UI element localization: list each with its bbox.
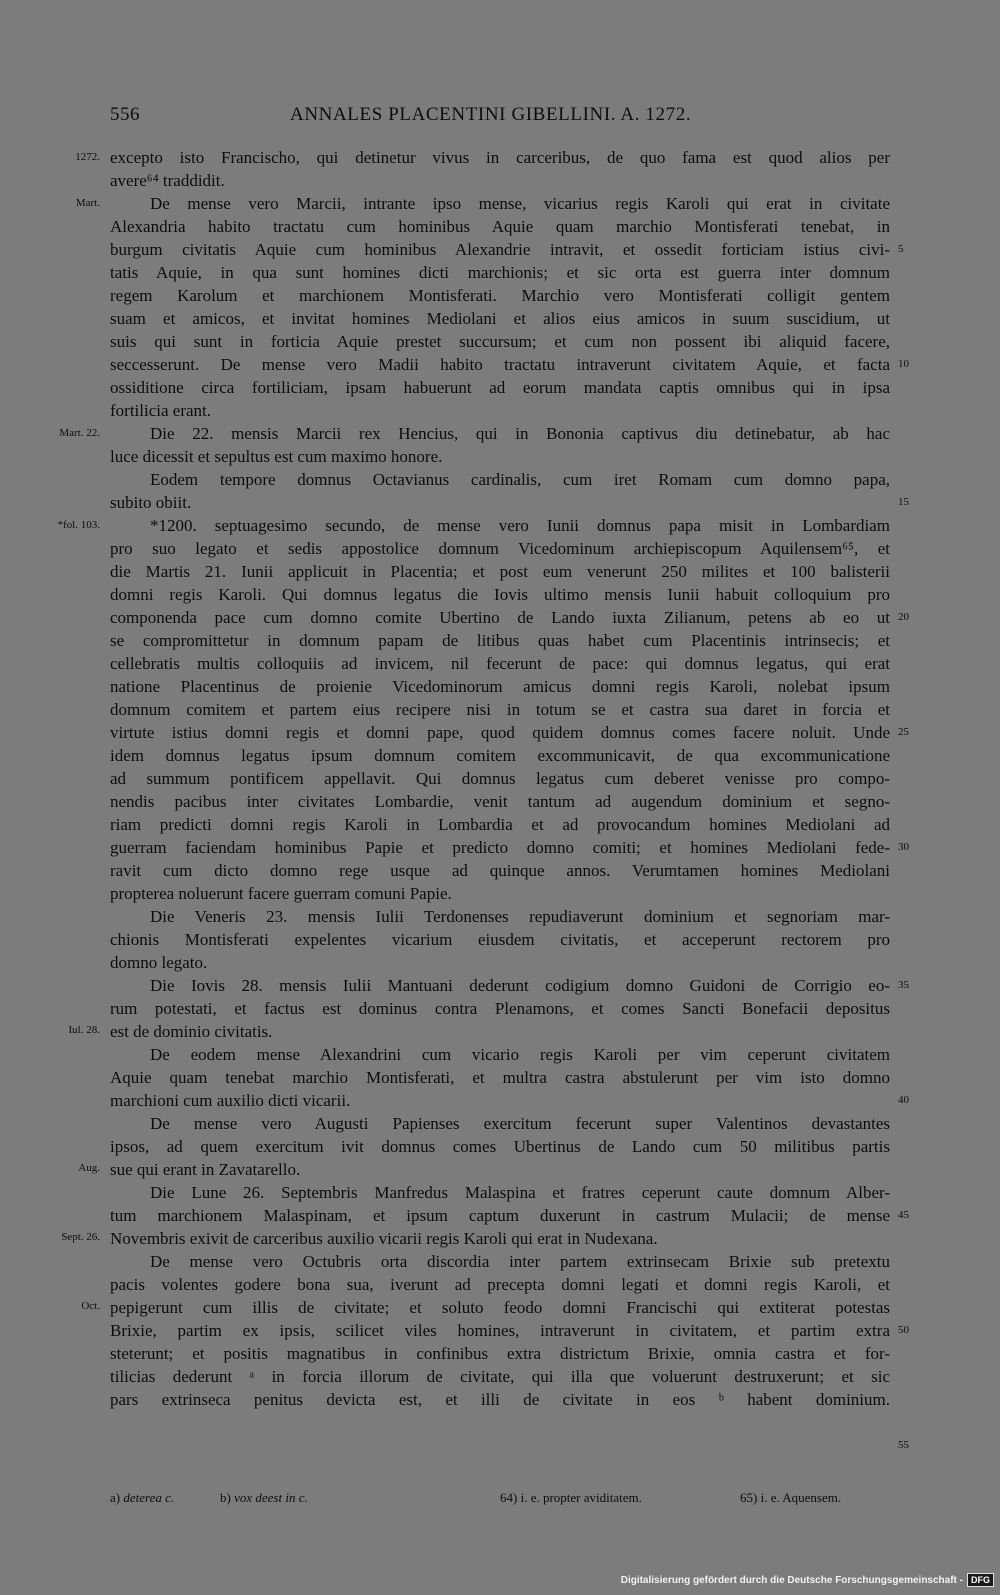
text-line: steterunt; et positis magnatibus in confinibus extra districtum Brixie, omnia castra et for- bbox=[110, 1344, 890, 1363]
text-line: nendis pacibus inter civitates Lombardie, venit tantum ad augendum dominium et segno- bbox=[110, 792, 890, 811]
text-line: domnum comitem et partem eius recipere nisi in totum se et castra sua daret in forcia et bbox=[110, 700, 890, 719]
text-line: guerram faciendam hominibus Papie et predicto domno comiti; et homines Mediolani fede- bbox=[110, 838, 890, 857]
text-line: Eodem tempore domnus Octavianus cardinalis, cum iret Romam cum domno papa, bbox=[150, 470, 890, 489]
text-line: marchioni cum auxilio dicti vicarii. bbox=[110, 1091, 351, 1110]
line-number: 5 bbox=[898, 243, 904, 255]
footnote-b-text: vox deest in c. bbox=[234, 1490, 308, 1505]
text-line: tilicias dederunt ᵃ in forcia illorum de civitate, qui illa que voluerunt destruxerunt; et sic bbox=[110, 1367, 890, 1386]
line-number: 50 bbox=[898, 1324, 909, 1336]
footnote-64: 64) i. e. propter aviditatem. bbox=[500, 1490, 642, 1505]
margin-note: Sept. 26. bbox=[61, 1231, 100, 1243]
text-line: componenda pace cum domno comite Ubertino de Lando iuxta Zilianum, petens ab eo ut bbox=[110, 608, 890, 627]
text-line: Novembris exivit de carceribus auxilio vicarii regis Karoli qui erat in Nudexana. bbox=[110, 1229, 658, 1248]
page-number: 556 bbox=[110, 104, 140, 125]
text-line: chionis Montisferati expelentes vicarium eiusdem civitatis, et acceperunt rectorem pro bbox=[110, 930, 890, 949]
credit-text: Digitalisierung gefördert durch die Deutsche Forschungsgemeinschaft - bbox=[620, 1574, 963, 1586]
line-number: 25 bbox=[898, 726, 909, 738]
text-line: riam predicti domni regis Karoli in Lombardia et ad provocandum homines Mediolani ad bbox=[110, 815, 890, 834]
text-line: propterea noluerunt facere guerram comuni Papie. bbox=[110, 884, 452, 903]
text-line: Die Veneris 23. mensis Iulii Terdonenses repudiaverunt dominium et segnoriam mar- bbox=[150, 907, 890, 926]
text-line: ipsos, ad quem exercitum ivit domnus comes Ubertinus de Lando cum 50 militibus partis bbox=[110, 1137, 890, 1156]
text-line: luce dicessit et sepultus est cum maximo honore. bbox=[110, 447, 443, 466]
text-line: cellebratis multis colloquiis ad invicem, nil fecerunt de pace: qui domnus legatus, qui erat bbox=[110, 654, 890, 673]
text-line: domni regis Karoli. Qui domnus legatus die Iovis ultimo mensis Iunii habuit colloquium pro bbox=[110, 585, 890, 604]
footnote-a-text: deterea c. bbox=[123, 1490, 175, 1505]
text-line: pars extrinseca penitus devicta est, et illi de civitate in eos ᵇ habent dominium. bbox=[110, 1390, 890, 1409]
text-line: ossiditione circa fortiliciam, ipsam habuerunt ad eorum mandata captis omnibus qui in ipsa bbox=[110, 378, 890, 397]
line-number: 55 bbox=[898, 1439, 909, 1451]
dfg-logo-icon: DFG bbox=[967, 1573, 994, 1587]
digitization-credit bbox=[621, 1573, 994, 1587]
text-line: Brixie, partim ex ipsis, scilicet viles homines, intraverunt in civitatem, et partim extra bbox=[110, 1321, 890, 1340]
text-line: tum marchionem Malaspinam, et ipsum captum duxerunt in castrum Mulacii; de mense bbox=[110, 1206, 890, 1225]
text-line: die Martis 21. Iunii applicuit in Placentia; et post eum venerunt 250 milites et 100 balisterii bbox=[110, 562, 890, 581]
text-line: regem Karolum et marchionem Montisferati. Marchio vero Montisferati colligit gentem bbox=[110, 286, 890, 305]
margin-note: Oct. bbox=[81, 1300, 100, 1312]
text-line: avere⁶⁴ traddidit. bbox=[110, 171, 225, 190]
footnote-b bbox=[220, 1489, 308, 1507]
footnote-b-mark: b) bbox=[220, 1490, 231, 1505]
text-line: domno legato. bbox=[110, 953, 208, 972]
text-line: tatis Aquie, in qua sunt homines dicti marchionis; et sic orta est guerra inter domnum bbox=[110, 263, 890, 282]
text-line: pacis volentes godere bona sua, iverunt ad precepta domni legati et domni regis Karoli, et bbox=[110, 1275, 890, 1294]
margin-note: Aug. bbox=[78, 1162, 100, 1174]
text-line: ravit cum dicto domno rege usque ad quinque annos. Verumtamen homines Mediolani bbox=[110, 861, 890, 880]
running-title: ANNALES PLACENTINI GIBELLINI. A. 1272. bbox=[290, 104, 692, 125]
footnote-a bbox=[110, 1489, 174, 1507]
text-line: Die Iovis 28. mensis Iulii Mantuani dederunt codigium domno Guidoni de Corrigio eo- bbox=[150, 976, 890, 995]
text-line: natione Placentinus de proienie Vicedominorum amicus domni regis Karoli, nolebat ipsum bbox=[110, 677, 890, 696]
line-number: 40 bbox=[898, 1094, 909, 1106]
text-line: idem domnus legatus ipsum domnum comitem excommunicavit, de qua excommunicatione bbox=[110, 746, 890, 765]
margin-note: *fol. 103. bbox=[57, 519, 100, 531]
text-line: Aquie quam tenebat marchio Montisferati, et multra castra abstulerunt per vim isto domno bbox=[110, 1068, 890, 1087]
text-line: rum potestati, et factus est dominus contra Plenamons, et comes Sancti Bonefacii depositus bbox=[110, 999, 890, 1018]
line-number: 20 bbox=[898, 611, 909, 623]
text-line: De mense vero Augusti Papienses exercitum fecerunt super Valentinos devastantes bbox=[150, 1114, 890, 1133]
text-line: pro suo legato et sedis appostolice domnum Vicedominum archiepiscopum Aquilensem⁶⁵, et bbox=[110, 539, 890, 558]
text-line: seccesserunt. De mense vero Madii habito tractatu intraverunt civitatem Aquie, et facta bbox=[110, 355, 890, 374]
text-line: fortilicia erant. bbox=[110, 401, 212, 420]
text-line: sue qui erant in Zavatarello. bbox=[110, 1160, 301, 1179]
footnote-65: 65) i. e. Aquensem. bbox=[740, 1490, 842, 1505]
line-number: 30 bbox=[898, 841, 909, 853]
text-line: *1200. septuagesimo secundo, de mense vero Iunii domnus papa misit in Lombardiam bbox=[150, 516, 890, 535]
line-number: 15 bbox=[898, 496, 909, 508]
text-line: virtute istius domni regis et domni pape, quod quidem domnus comes facere noluit. Unde bbox=[110, 723, 890, 742]
line-number: 10 bbox=[898, 358, 909, 370]
margin-note: Iul. 28. bbox=[68, 1024, 100, 1036]
margin-note: 1272. bbox=[75, 151, 100, 163]
text-line: De eodem mense Alexandrini cum vicario regis Karoli per vim ceperunt civitatem bbox=[150, 1045, 890, 1064]
text-line: Die 22. mensis Marcii rex Hencius, qui in Bononia captivus diu detinebatur, ab hac bbox=[150, 424, 890, 443]
text-line: ad summum pontificem appellavit. Qui domnus legatus cum deberet venisse pro compo- bbox=[110, 769, 890, 788]
text-line: Alexandria habito tractatu cum hominibus Aquie quam marchio Montisferati tenebat, in bbox=[110, 217, 890, 236]
text-line: est de dominio civitatis. bbox=[110, 1022, 273, 1041]
text-line: suam et amicos, et invitat homines Mediolani et alios eius amicos in suum suscidium, ut bbox=[110, 309, 890, 328]
text-line: suis qui sunt in forticia Aquie prestet succursum; et cum non possent ibi aliquid facere, bbox=[110, 332, 890, 351]
text-line: De mense vero Octubris orta discordia inter partem extrinsecam Brixie sub pretextu bbox=[150, 1252, 890, 1271]
margin-note: Mart. 22. bbox=[59, 427, 100, 439]
text-line: pepigerunt cum illis de civitate; et soluto feodo domni Francischi qui extiterat potestas bbox=[110, 1298, 890, 1317]
text-line: excepto isto Francischo, qui detinetur vivus in carceribus, de quo fama est quod alios per bbox=[110, 148, 890, 167]
text-line: De mense vero Marcii, intrante ipso mense, vicarius regis Karoli qui erat in civitate bbox=[150, 194, 890, 213]
text-line: subito obiit. bbox=[110, 493, 192, 512]
text-line: burgum civitatis Aquie cum hominibus Alexandrie intravit, et ossedit forticiam istius civi- bbox=[110, 240, 890, 259]
margin-note: Mart. bbox=[75, 197, 100, 209]
line-number: 35 bbox=[898, 979, 909, 991]
text-line: Die Lune 26. Septembris Manfredus Malaspina et fratres ceperunt caute domnum Alber- bbox=[150, 1183, 890, 1202]
footnote-a-mark: a) bbox=[110, 1490, 121, 1505]
text-line: se compromittetur in domnum papam de litibus quas habet cum Placentinis intrinsecis; et bbox=[110, 631, 890, 650]
line-number: 45 bbox=[898, 1209, 909, 1221]
